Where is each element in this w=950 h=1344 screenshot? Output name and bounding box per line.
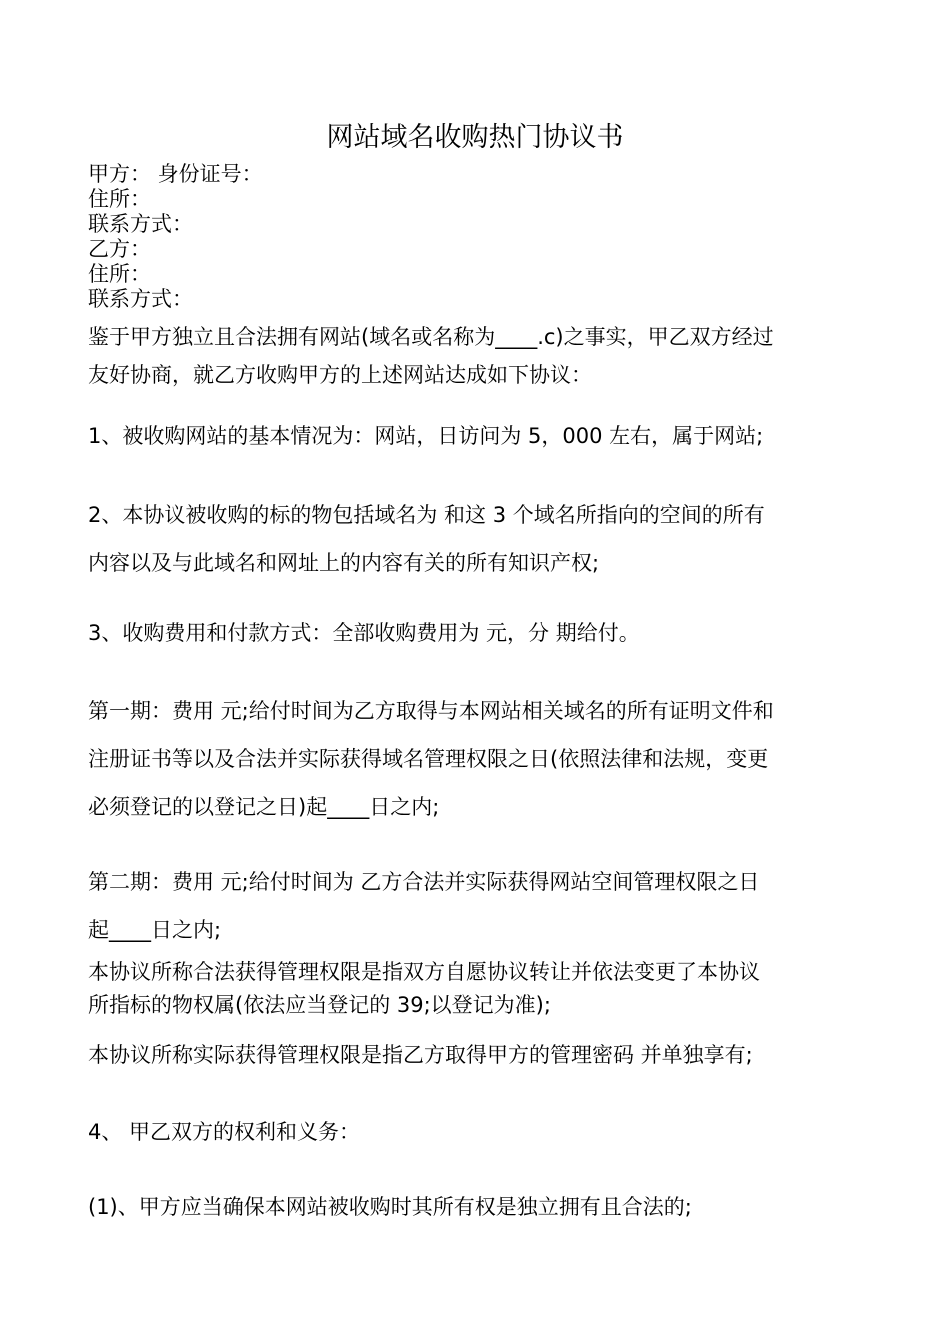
paragraph-line: 第二期：费用 元;给付时间为 乙方合法并实际获得网站空间管理权限之日 [88,870,760,894]
clause-2-paragraph [88,491,870,587]
paragraph-line: 所指标的物权属(依法应当登记的 39;以登记为准); [88,993,551,1017]
first-installment-paragraph [88,687,870,831]
clause-3-paragraph [88,614,870,652]
paragraph-line: 起____日之内; [88,918,222,942]
paragraph-line: 本协议所称合法获得管理权限是指双方自愿协议转让并依法变更了本协议 [88,960,760,984]
paragraph-line: 内容以及与此域名和网址上的内容有关的所有知识产权; [88,551,600,575]
legal-rights-definition-paragraph [88,956,870,1022]
paragraph-line: 3、收购费用和付款方式：全部收购费用为 元，分 期给付。 [88,621,640,645]
paragraph-line: 必须登记的以登记之日)起____日之内; [88,795,440,819]
party-b-contact-line: 联系方式： [88,287,193,311]
paragraph-line: 第一期：费用 元;给付时间为乙方取得与本网站相关域名的所有证明文件和 [88,699,774,723]
clause-4-item-1-paragraph [88,1188,870,1226]
paragraph-line: 注册证书等以及合法并实际获得域名管理权限之日(依照法律和法规，变更 [88,747,769,771]
preamble-paragraph [88,318,870,394]
second-installment-paragraph [88,858,870,954]
party-info-block [88,162,868,312]
party-a-line: 甲方： 身份证号： [88,162,263,186]
party-a-contact-line: 联系方式： [88,212,193,236]
actual-rights-definition-paragraph [88,1036,870,1074]
paragraph-line: 2、本协议被收购的标的物包括域名为 和这 3 个域名所指向的空间的所有 [88,503,765,527]
clause-1-paragraph [88,417,870,455]
party-b-address-line: 住所： [88,262,151,286]
party-b-line: 乙方： [88,237,151,261]
paragraph-line: 本协议所称实际获得管理权限是指乙方取得甲方的管理密码 并单独享有; [88,1043,753,1067]
party-a-address-line: 住所： [88,187,151,211]
paragraph-line: (1)、甲方应当确保本网站被收购时其所有权是独立拥有且合法的; [88,1195,692,1219]
paragraph-line: 友好协商，就乙方收购甲方的上述网站达成如下协议： [88,363,592,387]
paragraph-line: 鉴于甲方独立且合法拥有网站(域名或名称为____.c)之事实，甲乙双方经过 [88,325,774,349]
paragraph-line: 4、 甲乙双方的权利和义务： [88,1120,361,1144]
paragraph-line: 1、被收购网站的基本情况为：网站，日访问为 5，000 左右，属于网站; [88,424,764,448]
document-title: 网站域名收购热门协议书 [326,122,624,153]
clause-4-heading [88,1113,870,1151]
